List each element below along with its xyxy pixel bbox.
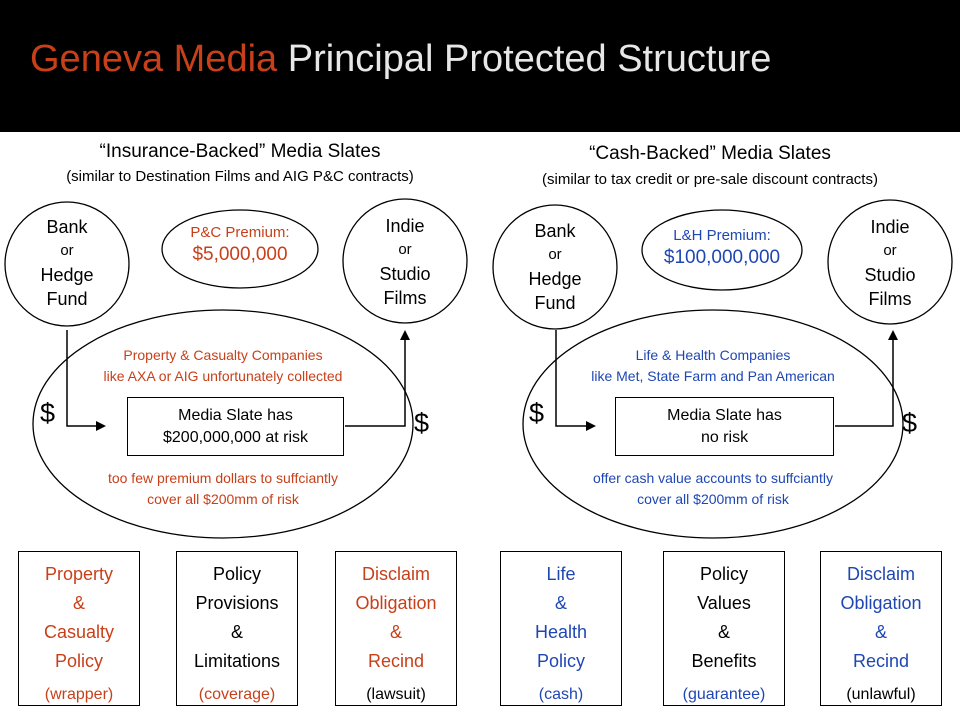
card-line: Obligation <box>840 593 922 613</box>
left-subheading: (similar to Destination Films and AIG P&C contracts) <box>66 168 414 185</box>
card-line: & <box>874 622 887 642</box>
left-bank-line: Fund <box>46 289 88 309</box>
right-companies-line: like Met, State Farm and Pan American <box>591 368 835 384</box>
left-indie-label <box>343 214 467 310</box>
right-subheading: (similar to tax credit or pre-sale discount contracts) <box>542 171 878 188</box>
card-line: Limitations <box>193 651 281 671</box>
left-premium-label: P&C Premium: <box>190 224 290 241</box>
left-bank-line: Bank <box>46 217 88 237</box>
right-bank-line: Hedge <box>528 269 582 289</box>
right-bottom-line: cover all $200mm of risk <box>637 491 789 507</box>
card-line: Recind <box>367 651 425 671</box>
left-indie-line: Indie <box>385 216 425 236</box>
right-indie-label <box>828 215 952 311</box>
left-bottom-note <box>33 468 413 510</box>
right-card-policy-values <box>663 551 785 706</box>
left-indie-line: or <box>398 241 412 258</box>
left-indie-line: Films <box>383 288 427 308</box>
card-line: Health <box>534 622 588 642</box>
right-card-life-health <box>500 551 622 706</box>
card-line: Property <box>44 564 114 584</box>
left-bottom-line: cover all $200mm of risk <box>147 491 299 507</box>
card-line: Policy <box>536 651 585 671</box>
card-sub: (cash) <box>538 686 584 703</box>
title-rest: Principal Protected Structure <box>287 38 772 80</box>
card-line: & <box>554 593 567 613</box>
left-slate-line: Media Slate has <box>178 407 293 424</box>
card-sub: (lawsuit) <box>366 686 426 703</box>
card-line: & <box>72 593 85 613</box>
card-sub: (coverage) <box>198 686 276 703</box>
right-media-slate-box <box>615 397 834 456</box>
card-line: Policy <box>699 564 748 584</box>
card-sub: (unlawful) <box>846 686 916 703</box>
left-premium <box>162 224 318 266</box>
card-line: Life <box>546 564 576 584</box>
left-dollar-out: $ <box>414 408 430 438</box>
card-line: Provisions <box>195 593 279 613</box>
card-line: Values <box>697 593 751 613</box>
right-card-disclaim <box>820 551 942 706</box>
card-line: Casualty <box>43 622 115 642</box>
right-slate-line: Media Slate has <box>667 407 782 424</box>
right-bank-label <box>493 219 617 315</box>
card-line: Recind <box>852 651 910 671</box>
left-bank-label <box>5 215 129 311</box>
left-dollar-in: $ <box>40 398 56 428</box>
right-bank-line: Bank <box>534 221 576 241</box>
card-line: Benefits <box>691 651 757 671</box>
right-dollar-out: $ <box>902 408 918 438</box>
card-sub: (guarantee) <box>682 686 766 703</box>
card-sub: (wrapper) <box>44 686 114 703</box>
left-companies-note <box>33 345 413 387</box>
left-card-disclaim <box>335 551 457 706</box>
card-line: Disclaim <box>846 564 915 584</box>
right-premium <box>642 227 802 269</box>
left-card-policy-provisions <box>176 551 298 706</box>
left-media-slate-box <box>127 397 344 456</box>
right-bank-line: or <box>548 246 562 263</box>
left-companies-line: like AXA or AIG unfortunately collected <box>103 368 343 384</box>
card-line: Disclaim <box>361 564 430 584</box>
right-indie-line: or <box>883 242 897 259</box>
card-line: Policy <box>54 651 103 671</box>
right-slate-line: no risk <box>700 429 749 446</box>
right-heading: “Cash-Backed” Media Slates <box>589 143 831 164</box>
right-premium-label: L&H Premium: <box>673 227 771 244</box>
right-indie-line: Indie <box>870 217 910 237</box>
card-line: & <box>389 622 402 642</box>
right-companies-line: Life & Health Companies <box>635 347 791 363</box>
right-premium-value: $100,000,000 <box>663 247 781 268</box>
left-heading: “Insurance-Backed” Media Slates <box>99 141 381 162</box>
card-line: & <box>717 622 730 642</box>
left-companies-line: Property & Casualty Companies <box>123 347 323 363</box>
right-indie-line: Studio <box>864 265 916 285</box>
left-premium-value: $5,000,000 <box>192 244 288 265</box>
right-indie-line: Films <box>868 289 912 309</box>
card-line: & <box>230 622 243 642</box>
title-brand: Geneva Media <box>30 38 278 80</box>
card-line: Obligation <box>355 593 437 613</box>
left-bottom-line: too few premium dollars to suffciantly <box>107 470 339 486</box>
right-dollar-in: $ <box>529 398 545 428</box>
right-bank-line: Fund <box>534 293 576 313</box>
card-line: Policy <box>212 564 261 584</box>
left-slate-line: $200,000,000 at risk <box>163 429 308 446</box>
right-bottom-line: offer cash value accounts to suffciantly <box>593 470 833 486</box>
left-bank-line: Hedge <box>40 265 94 285</box>
right-companies-note <box>523 345 903 387</box>
right-bottom-note <box>523 468 903 510</box>
left-card-property-casualty <box>18 551 140 706</box>
left-indie-line: Studio <box>379 264 431 284</box>
left-bank-line: or <box>60 242 74 259</box>
